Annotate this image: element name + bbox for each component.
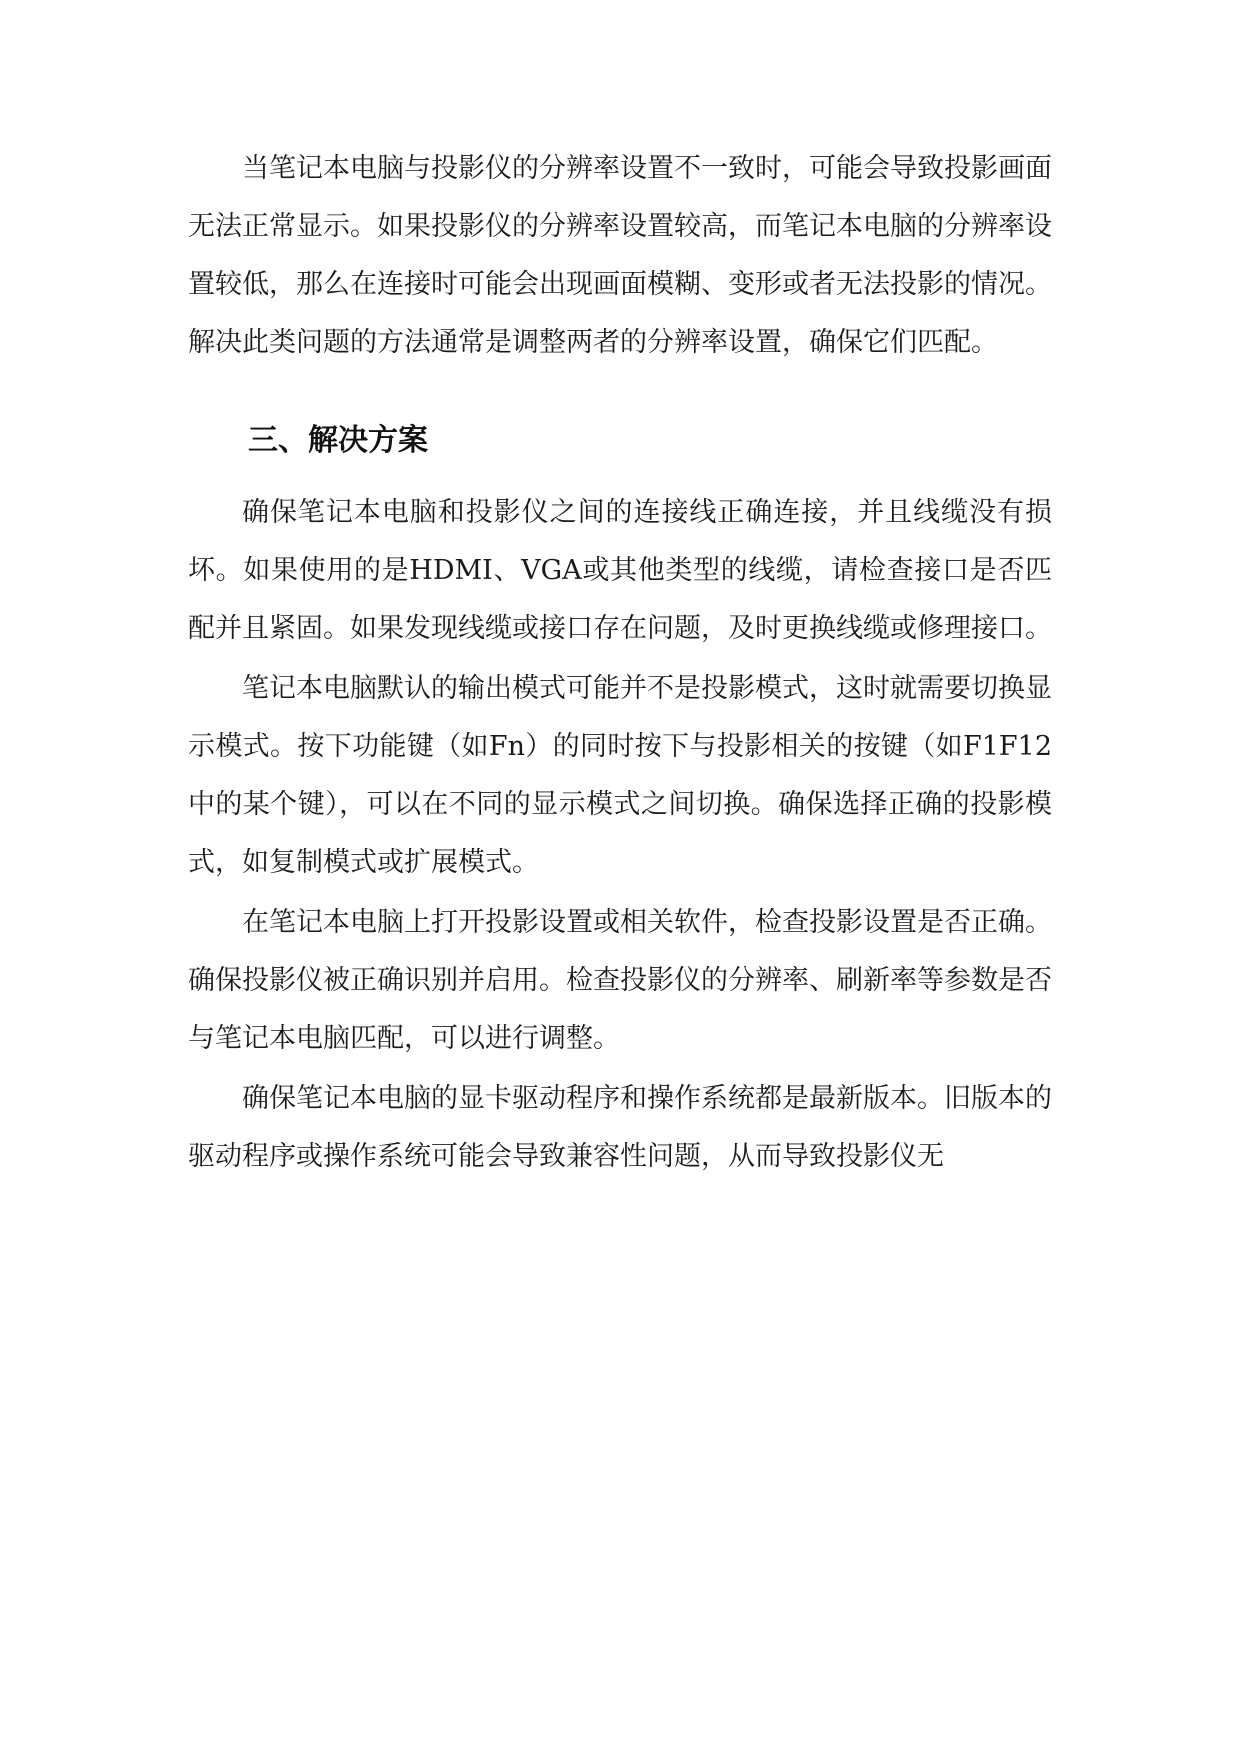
paragraph-resolution-mismatch: 当笔记本电脑与投影仪的分辨率设置不一致时，可能会导致投影画面无法正常显示。如果投影仪的分辨率设置较高，而笔记本电脑的分辨率设置较低，那么在连接时可能会出现画面模糊、变形或者无法投影的情况。解决此类问题的方法通常是调整两者的分辨率设置，确保它们匹配。 [188,153,1052,358]
section-heading: 三、解决方案 [248,423,428,458]
paragraph-driver-update: 确保笔记本电脑的显卡驱动程序和操作系统都是最新版本。旧版本的驱动程序或操作系统可能会导致兼容性问题，从而导致投影仪无 [188,1083,1052,1172]
paragraph-display-mode: 笔记本电脑默认的输出模式可能并不是投影模式，这时就需要切换显示模式。按下功能键（如Fn）的同时按下与投影相关的按键（如F1F12中的某个键），可以在不同的显示模式之间切换。确保选择正确的投影模式，如复制模式或扩展模式。 [188,673,1052,878]
paragraph-projection-settings: 在笔记本电脑上打开投影设置或相关软件，检查投影设置是否正确。确保投影仪被正确识别并启用。检查投影仪的分辨率、刷新率等参数是否与笔记本电脑匹配，可以进行调整。 [188,907,1052,1054]
paragraph-cable-check: 确保笔记本电脑和投影仪之间的连接线正确连接，并且线缆没有损坏。如果使用的是HDMI、VGA或其他类型的线缆，请检查接口是否匹配并且紧固。如果发现线缆或接口存在问题，及时更换线缆或修理接口。 [188,497,1052,644]
document-body [188,140,1052,1186]
